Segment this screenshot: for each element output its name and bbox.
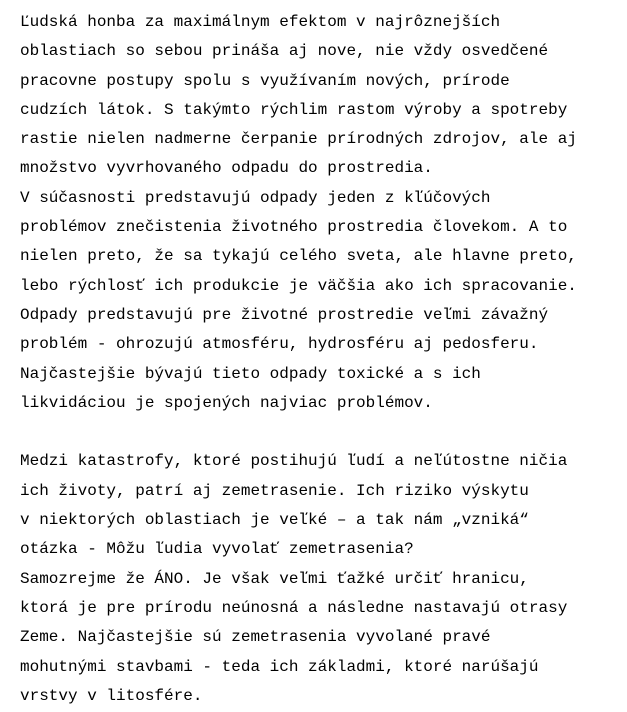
text-line: Odpady predstavujú pre životné prostredie veľmi závažný (20, 305, 549, 324)
paragraph-spacer (20, 418, 625, 447)
text-line: mohutnými stavbami - teda ich základmi, ktoré narúšajú (20, 657, 539, 676)
text-line: Zeme. Najčastejšie sú zemetrasenia vyvolané pravé (20, 628, 491, 647)
text-line: Samozrejme že ÁNO. Je však veľmi ťažké určiť hranicu, (20, 569, 529, 588)
text-line: rastie nielen nadmerne čerpanie prírodných zdrojov, ale aj (20, 130, 577, 149)
text-line: množstvo vyvrhovaného odpadu do prostredia. (20, 159, 433, 178)
text-line: nielen preto, že sa tykajú celého sveta, ale hlavne preto, (20, 247, 577, 266)
text-line: otázka - Môžu ľudia vyvolať zemetrasenia? (20, 540, 414, 559)
text-line: v niektorých oblastiach je veľké – a tak nám „vzniká“ (20, 511, 529, 530)
text-line: problém - ohrozujú atmosféru, hydrosféru aj pedosferu. (20, 335, 539, 354)
text-line: pracovne postupy spolu s využívaním nových, prírode (20, 71, 510, 90)
text-line: lebo rýchlosť ich produkcie je väčšia ako ich spracovanie. (20, 276, 577, 295)
document-text (20, 8, 625, 711)
text-line: ktorá je pre prírodu neúnosná a následne nastavajú otrasy (20, 598, 568, 617)
text-line: cudzích látok. S takýmto rýchlim rastom výroby a spotreby (20, 100, 568, 119)
text-line: Ľudská honba za maximálnym efektom v najrôznejších (20, 13, 501, 31)
text-line: problémov znečistenia životného prostredia človekom. A to (20, 218, 568, 237)
text-line: likvidáciou je spojených najviac problémov. (20, 393, 433, 412)
paragraph-earthquakes (20, 447, 625, 711)
text-line: Najčastejšie bývajú tieto odpady toxické a s ich (20, 364, 481, 383)
text-line: V súčasnosti predstavujú odpady jeden z kľúčových (20, 188, 491, 207)
text-line: vrstvy v litosfére. (20, 686, 203, 705)
text-line: oblastiach so sebou prináša aj nove, nie vždy osvedčené (20, 42, 549, 61)
text-line: ich životy, patrí aj zemetrasenie. Ich riziko výskytu (20, 481, 529, 500)
paragraph-waste (20, 8, 625, 418)
text-line: Medzi katastrofy, ktoré postihujú ľudí a neľútostne ničia (20, 452, 568, 471)
